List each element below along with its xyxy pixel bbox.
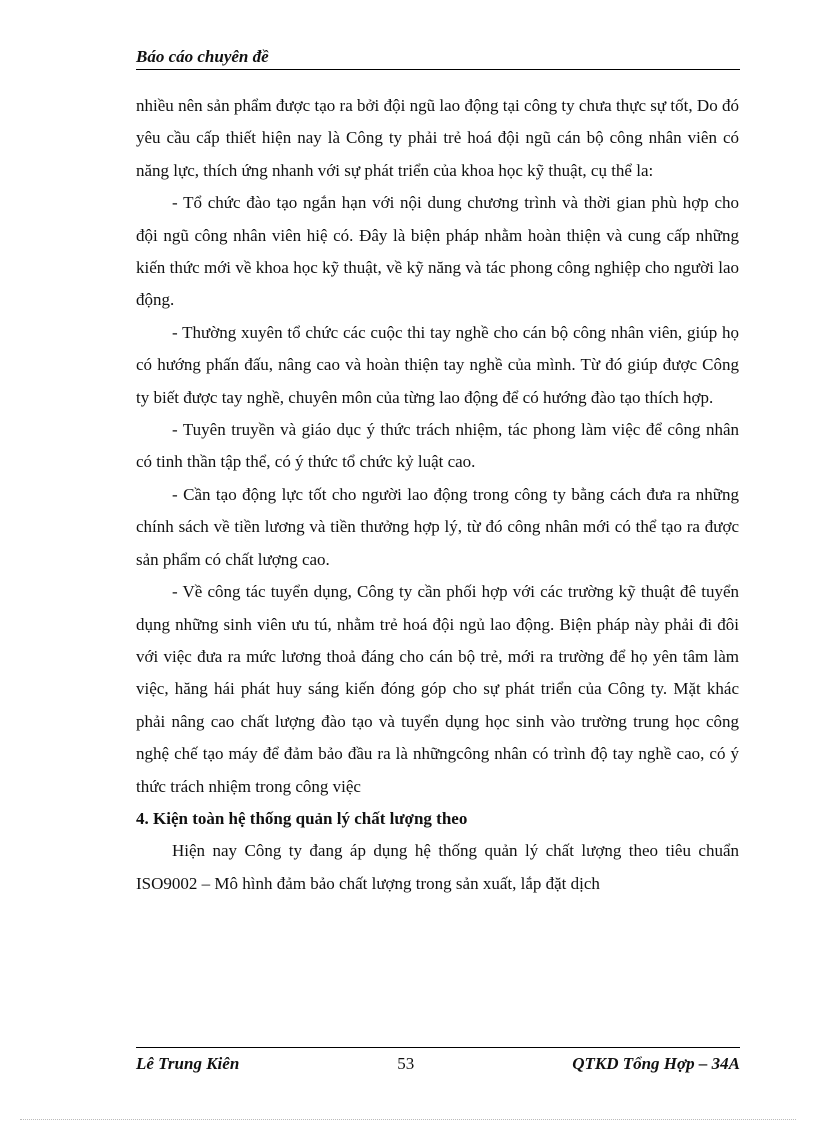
page-content xyxy=(136,90,739,900)
bullet-paragraph: - Cần tạo động lực tốt cho người lao động trong công ty bằng cách đưa ra những chính sách về tiền lương và tiền thưởng hợp lý, từ đó công nhân mới có thể tạo ra được sản phẩm có chất lượng cao. xyxy=(136,484,739,569)
bullet-paragraph: - Tuyên truyền và giáo dục ý thức trách nhiệm, tác phong làm việc để công nhân có tinh thần tập thể, có ý thức tổ chức kỷ luật cao. xyxy=(136,420,739,472)
page-number: 53 xyxy=(397,1054,415,1073)
bullet-paragraph: - Về công tác tuyển dụng, Công ty cần phối hợp với các trường kỹ thuật đê tuyển dụng những sinh viên ưu tú, nhằm trẻ hoá đội ngủ lao động. Biện pháp này phải đi đôi với việc đưa ra mức lương thoả đáng cho cán bộ trẻ, mới ra trường để họ yên tâm làm việc, hăng hái phát huy sáng kiến đóng góp cho sự phát triển của Công ty. Mặt khác phải nâng cao chất lượng đào tạo và tuyển dụng học sinh vào trường trung học công nghệ chế tạo máy để đảm bảo đầu ra là nhữngcông nhân có trình độ tay nghề cao, có ý thức trách nhiệm trong công việc xyxy=(136,582,739,796)
page-header xyxy=(136,47,740,70)
bullet-paragraph: - Thường xuyên tổ chức các cuộc thi tay nghề cho cán bộ công nhân viên, giúp họ có hướng phấn đấu, nâng cao và hoàn thiện tay nghề của mình. Từ đó giúp được Công ty biết được tay nghề, chuyên môn của từng lao động để có hướng đào tạo thích hợp. xyxy=(136,322,739,407)
footer-author: Lê Trung Kiên xyxy=(136,1054,240,1073)
paragraph: nhiều nên sản phẩm được tạo ra bởi đội ngũ lao động tại công ty chưa thực sự tốt, Do đó yêu cầu cấp thiết hiện nay là Công ty phải trẻ hoá đội ngũ cán bộ công nhân viên có năng lực, thích ứng nhanh với sự phát triển của khoa học kỹ thuật, cụ thể la: xyxy=(136,96,739,180)
page-footer xyxy=(136,1047,740,1074)
paragraph: Hiện nay Công ty đang áp dụng hệ thống quản lý chất lượng theo tiêu chuẩn ISO9002 – Mô hình đảm bảo chất lượng trong sản xuất, lắp đặt dịch xyxy=(136,841,739,893)
page-bottom-edge xyxy=(20,1119,796,1120)
footer-department: QTKD Tổng Hợp – 34A xyxy=(572,1054,740,1073)
header-title: Báo cáo chuyên đề xyxy=(136,47,269,66)
bullet-paragraph: - Tổ chức đào tạo ngắn hạn với nội dung chương trình và thời gian phù hợp cho đội ngũ công nhân viên hiệ có. Đây là biện pháp nhằm hoàn thiện và cung cấp những kiến thức mới về khoa học kỹ thuật, về kỹ năng và tác phong công nghiệp cho người lao động. xyxy=(136,193,739,310)
section-heading: 4. Kiện toàn hệ thống quản lý chất lượng theo xyxy=(136,808,468,828)
